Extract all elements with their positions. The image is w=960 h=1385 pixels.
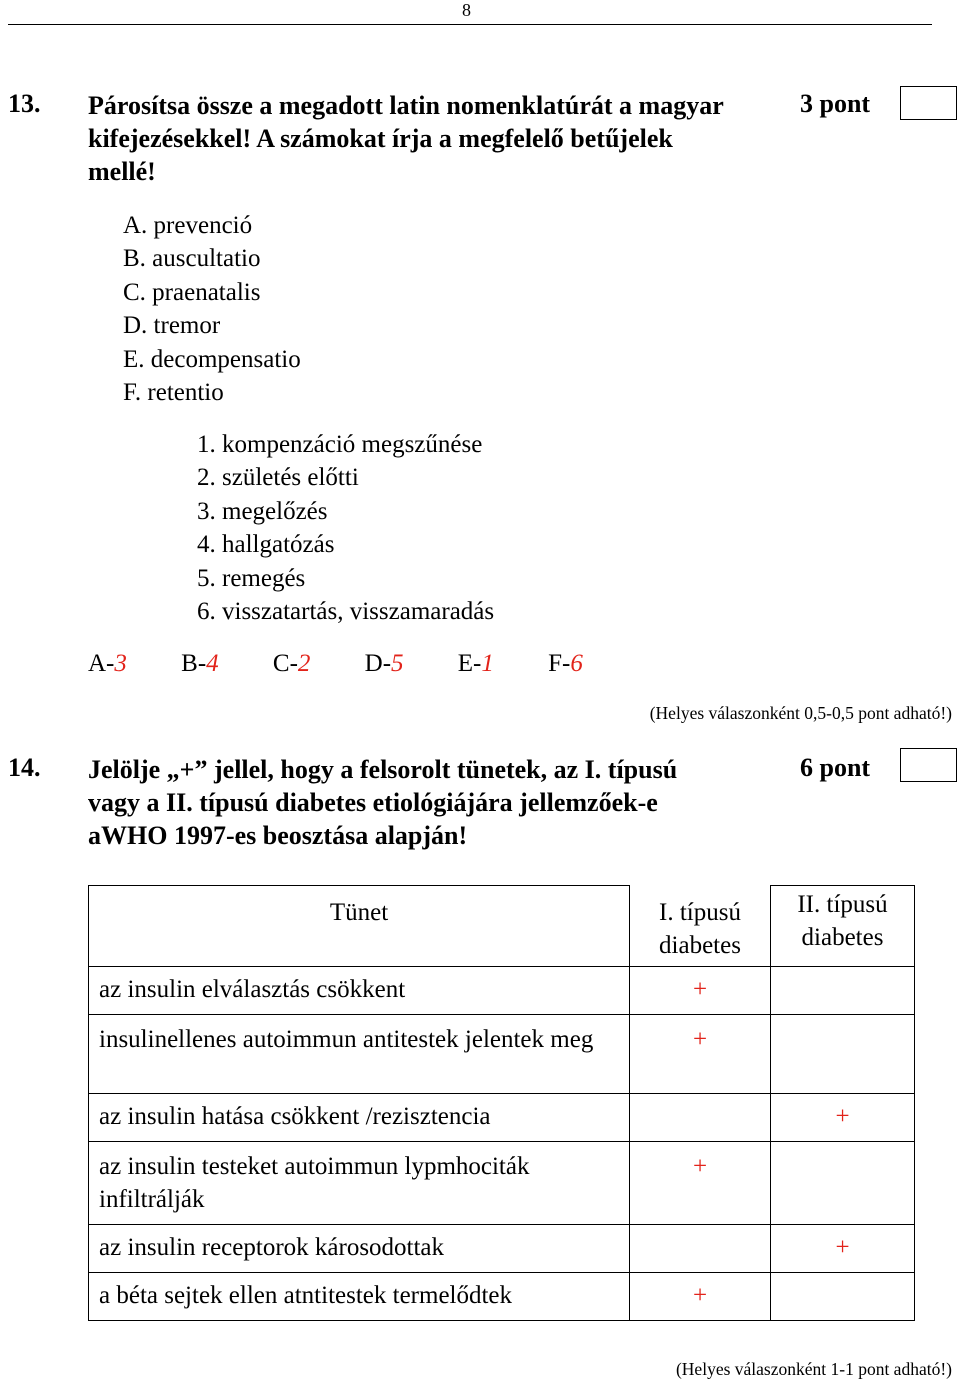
q13-score-box[interactable] [900, 86, 957, 120]
q14-points: 6 pont [800, 753, 871, 782]
list-item: 1. kompenzáció megszűnése [197, 431, 483, 458]
answer-letter: F- [548, 650, 571, 677]
answer-letter: A- [88, 650, 115, 677]
answer-number: 2 [297, 650, 311, 677]
q13-hungarian-list [197, 428, 494, 628]
type2-cell[interactable]: + [771, 1094, 915, 1142]
symptom-cell: az insulin hatása csökkent /rezisztencia [89, 1094, 630, 1142]
list-item: 6. visszatartás, visszamaradás [197, 597, 495, 625]
answer-number: 6 [570, 650, 583, 677]
q13-number: 13. [8, 89, 41, 118]
q14-number: 14. [8, 753, 41, 782]
list-item: E. decompensatio [123, 345, 301, 373]
type2-cell[interactable] [771, 1273, 915, 1321]
type1-cell[interactable]: + [630, 967, 771, 1015]
table-header-row [89, 886, 915, 967]
type2-cell[interactable] [771, 967, 915, 1015]
answer-letter: B- [181, 650, 207, 677]
header-symptom: Tünet [89, 886, 630, 967]
list-item: 3. megelőzés [197, 497, 328, 525]
symptom-cell: az insulin elválasztás csökkent [89, 967, 630, 1015]
type2-cell[interactable]: + [771, 1225, 915, 1273]
page-number: 8 [462, 0, 471, 20]
q13-latin-list [123, 209, 301, 409]
type1-cell[interactable]: + [630, 1273, 771, 1321]
q13-text: Párosítsa össze a megadott latin nomenklatúrát a magyar kifejezésekkel! A számokat írja a megfelelő betűjelek mellé! [88, 91, 724, 186]
table-row [89, 1094, 915, 1142]
list-item: 4. hallgatózás [197, 531, 335, 559]
answer-number: 4 [206, 650, 219, 677]
table-row [89, 967, 915, 1015]
type1-cell[interactable]: + [630, 1142, 771, 1225]
header-type1: I. típusú diabetes [630, 886, 771, 967]
type1-cell[interactable] [630, 1094, 771, 1142]
answer-pair [548, 650, 583, 678]
answer-letter: E- [457, 650, 482, 677]
list-item: 5. remegés [197, 564, 306, 592]
answer-pair [181, 650, 219, 678]
type2-cell[interactable] [771, 1015, 915, 1094]
q14-scoring-note: (Helyes válaszonként 1-1 pont adható!) [675, 1359, 952, 1379]
answer-pair [88, 650, 127, 678]
type1-cell[interactable] [630, 1225, 771, 1273]
symptom-cell: az insulin testeket autoimmun lypmhociták infiltrálják [89, 1142, 630, 1225]
table-row [89, 1142, 915, 1225]
q14-text: Jelölje „+” jellel, hogy a felsorolt tünetek, az I. típusú vagy a II. típusú diabetes etiológiájára jellemzőek-e aWHO 1997-es beosztása alapján! [88, 755, 678, 850]
q13-answers [88, 650, 631, 678]
list-item: B. auscultatio [123, 245, 261, 273]
header-type2: II. típusú diabetes [771, 886, 915, 967]
answer-number: 1 [481, 650, 494, 677]
header-divider [8, 24, 932, 25]
answer-pair [458, 650, 494, 678]
answer-pair [273, 650, 311, 678]
answer-number: 3 [114, 650, 127, 677]
symptom-cell: a béta sejtek ellen atntitestek termelődtek [89, 1273, 630, 1321]
list-item: 2. születés előtti [197, 464, 359, 492]
table-row [89, 1273, 915, 1321]
answer-number: 5 [391, 650, 404, 677]
list-item: C. praenatalis [123, 278, 261, 306]
answer-letter: C- [272, 650, 298, 677]
symptom-cell: insulinellenes autoimmun antitestek jelentek meg [89, 1015, 630, 1094]
table-row [89, 1015, 915, 1094]
list-item: D. tremor [123, 312, 221, 340]
type1-cell[interactable]: + [630, 1015, 771, 1094]
table-row [89, 1225, 915, 1273]
list-item: A. prevenció [123, 212, 253, 239]
answer-pair [365, 650, 404, 678]
q14-score-box[interactable] [900, 748, 957, 782]
answer-letter: D- [364, 650, 392, 677]
q13-points: 3 pont [800, 89, 871, 118]
q13-scoring-note: (Helyes válaszonként 0,5-0,5 pont adható!) [649, 703, 952, 723]
symptom-table [88, 885, 915, 1321]
list-item: F. retentio [123, 378, 224, 406]
symptom-cell: az insulin receptorok károsodottak [89, 1225, 630, 1273]
type2-cell[interactable] [771, 1142, 915, 1225]
